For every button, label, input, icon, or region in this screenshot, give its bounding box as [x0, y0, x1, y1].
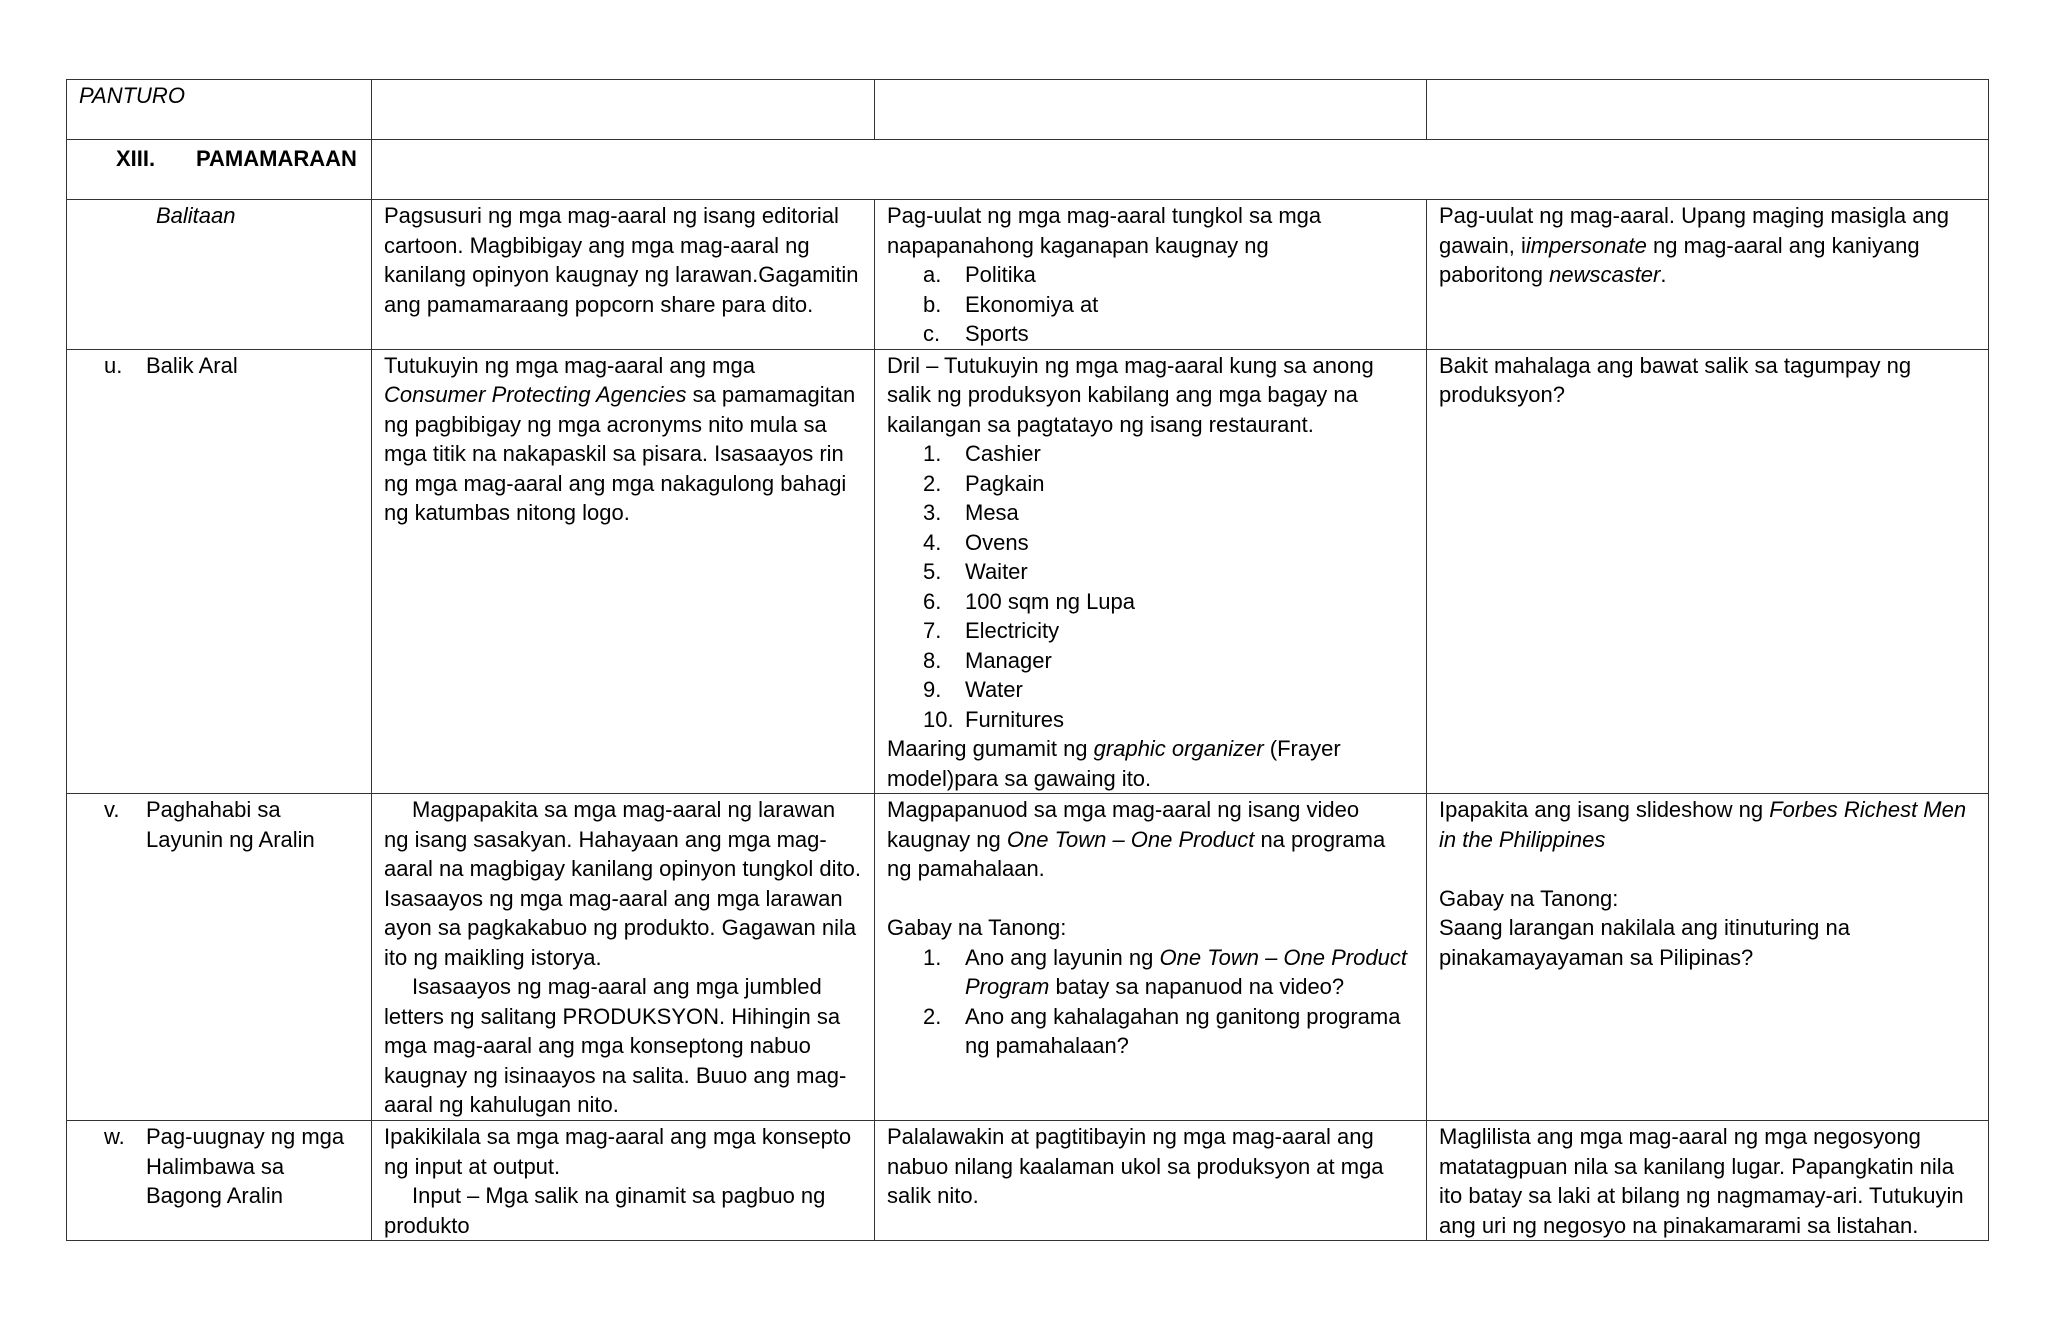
list-marker: 2. [923, 1003, 942, 1029]
list-item [887, 290, 1414, 320]
list-item [887, 616, 1414, 646]
list-text: Water [965, 677, 1023, 702]
list-text: Sports [965, 321, 1029, 346]
list-marker: 1. [923, 441, 942, 466]
list-item [887, 528, 1414, 558]
q1-text-b: One Town – One Product Program [965, 944, 1407, 999]
balik-aral-col2-c: sa pamamagitan ng pagbibigay ng mga acronyms nito mula sa mga titik na nakapaskil sa pisara. Isasaayos rin ng mga mag-aaral ang mga nakagulong bahagi ng katumbas nitong logo. [384, 382, 856, 525]
list-marker: 8. [923, 647, 942, 673]
cell-pag-uugnay-col3 [875, 1121, 1427, 1241]
list-marker: 6. [923, 588, 942, 614]
paghahabi-col3-intro-b: One Town – One Product [1006, 826, 1255, 852]
paghahabi-question-list [887, 943, 1414, 1061]
list-marker: b. [923, 291, 942, 317]
balitaan-label: Balitaan [156, 203, 236, 228]
paghahabi-col2-p2: Isasaayos ng mag-aaral ang mga jumbled letters ng salitang PRODUKSYON. Hihingin sa mga mag-aaral ang mga konseptong nabuo kaugnay ng isinaayos na salita. Buuo ang mag-aaral ng kahulugan nito. [384, 974, 847, 1117]
paghahabi-col3-intro-c: na programa ng pamahalaan. [887, 826, 1386, 881]
list-item [887, 498, 1414, 528]
cell-balik-aral-col2 [372, 349, 875, 794]
list-item [887, 260, 1414, 290]
paghahabi-marker: v. [104, 797, 120, 822]
row-pag-uugnay [67, 1121, 1989, 1241]
paghahabi-col3-intro-a: Magpapanuod sa mga mag-aaral ng isang video kaugnay ng [887, 797, 1360, 852]
list-marker: 5. [923, 559, 942, 584]
list-item [887, 943, 1414, 1002]
list-item [887, 469, 1414, 499]
row-balitaan [67, 200, 1989, 350]
list-text: Ekonomiya at [965, 291, 1099, 317]
cell-pamamaraan-label [67, 140, 372, 200]
panturo-label: PANTURO [79, 83, 185, 108]
list-text: Ano ang kahalagahan ng ganitong programa ng pamahalaan? [965, 1003, 1401, 1058]
list-marker: 1. [923, 944, 942, 970]
cell-balitaan-col2 [372, 200, 875, 350]
cell-balik-aral-label [67, 349, 372, 794]
list-text: Cashier [965, 441, 1041, 466]
balitaan-col4-text-c: ng mag-aaral ang kaniyang paboritong [1439, 232, 1920, 287]
balik-aral-col3-outro-c: (Frayer model)para sa gawaing ito. [887, 736, 1341, 791]
row-pamamaraan [67, 140, 1989, 200]
list-item [887, 557, 1414, 587]
list-item [887, 439, 1414, 469]
list-item [887, 587, 1414, 617]
cell-panturo-col2 [372, 80, 875, 140]
cell-balitaan-label [67, 200, 372, 350]
list-text: 100 sqm ng Lupa [965, 588, 1136, 614]
paghahabi-col3-gabay: Gabay na Tanong: [887, 915, 1067, 940]
balitaan-col4-text-a: Pag-uulat ng mag-aaral. Upang maging masigla ang gawain, i [1439, 203, 1949, 258]
cell-pamamaraan-span [372, 140, 1989, 200]
list-text: Waiter [965, 559, 1028, 584]
paghahabi-col4-b: Forbes Richest Men in the Philippines [1439, 797, 1967, 852]
balik-aral-col3-intro: Dril – Tutukuyin ng mga mag-aaral kung sa anong salik ng produksyon kabilang ang mga bagay na kailangan sa pagtatayo ng isang restaurant. [887, 352, 1374, 437]
balitaan-col4-text-e: . [1660, 262, 1667, 287]
pag-uugnay-col3-text: Palalawakin at pagtitibayin ng mga mag-aaral ang nabuo nilang kaalaman ukol sa produksyon at mga salik nito. [887, 1124, 1384, 1208]
list-text: Manager [965, 647, 1052, 673]
list-text: Ovens [965, 529, 1029, 555]
list-item [887, 705, 1414, 735]
balitaan-col4-text-d: newscaster [1549, 262, 1661, 287]
cell-pag-uugnay-col2 [372, 1121, 875, 1241]
cell-balitaan-col3 [875, 200, 1427, 350]
list-text: Furnitures [965, 706, 1065, 732]
row-paghahabi [67, 794, 1989, 1121]
cell-panturo-col3 [875, 80, 1427, 140]
list-text: Pagkain [965, 470, 1045, 496]
balik-aral-drill-list [887, 439, 1414, 734]
list-item [887, 319, 1414, 349]
list-item [887, 646, 1414, 676]
balik-aral-col4-text: Bakit mahalaga ang bawat salik sa tagumpay ng produksyon? [1439, 352, 1912, 407]
cell-panturo-col4 [1427, 80, 1989, 140]
paghahabi-col4-a: Ipapakita ang isang slideshow ng [1439, 797, 1770, 822]
paghahabi-col2-p1: Magpapakita sa mga mag-aaral ng larawan ng isang sasakyan. Hahayaan ang mga mag-aaral na magbigay kanilang opinyon tungkol dito. Isasaayos ng mga mag-aaral ang mga larawan ayon sa pagkakabuo ng produkto. Gagawan nila ito ng maikling istorya. [384, 797, 861, 970]
list-marker: 3. [923, 500, 942, 525]
list-text: Mesa [965, 500, 1019, 525]
list-marker: a. [923, 262, 942, 287]
list-text [965, 943, 1414, 1002]
cell-pag-uugnay-label [67, 1121, 372, 1241]
balitaan-col2-text: Pagsusuri ng mga mag-aaral ng isang editorial cartoon. Magbibigay ang mga mag-aaral ng kanilang opinyon kaugnay ng larawan.Gagamitin ang pamamaraang popcorn share para dito. [384, 203, 859, 317]
paghahabi-col4-question: Saang larangan nakilala ang itinuturing na pinakamayayaman sa Pilipinas? [1439, 915, 1850, 970]
list-marker: 9. [923, 677, 942, 702]
cell-balitaan-col4 [1427, 200, 1989, 350]
q1-text-c: batay sa napanuod na video? [1049, 974, 1345, 999]
q1-text-a: Ano ang layunin ng [965, 944, 1160, 970]
balik-aral-col2-b: Consumer Protecting Agencies [384, 382, 687, 407]
balitaan-col4-text-b: impersonate [1525, 232, 1647, 258]
cell-paghahabi-label [67, 794, 372, 1121]
row-panturo [67, 80, 1989, 140]
list-marker: c. [923, 321, 941, 346]
list-marker: 10. [923, 706, 954, 732]
balik-aral-col3-outro-a: Maaring gumamit ng [887, 736, 1094, 761]
cell-balik-aral-col4 [1427, 349, 1989, 794]
cell-balik-aral-col3 [875, 349, 1427, 794]
pag-uugnay-col2-p1: Ipakikilala sa mga mag-aaral ang mga konsepto ng input at output. [384, 1124, 852, 1179]
row-balik-aral [67, 349, 1989, 794]
balik-aral-col3-outro-b: graphic organizer [1093, 736, 1264, 761]
pag-uugnay-marker: w. [104, 1124, 125, 1149]
list-item [887, 1002, 1414, 1061]
cell-pag-uugnay-col4 [1427, 1121, 1989, 1241]
paghahabi-label: Paghahabi sa Layunin ng Aralin [146, 797, 315, 852]
pag-uugnay-label: Pag-uugnay ng mga Halimbawa sa Bagong Aralin [146, 1124, 345, 1208]
balik-aral-label: Balik Aral [146, 352, 238, 378]
list-marker: 7. [923, 618, 942, 643]
paghahabi-col4-gabay: Gabay na Tanong: [1439, 885, 1619, 911]
pag-uugnay-col2-p2: Input – Mga salik na ginamit sa pagbuo ng produkto [384, 1183, 826, 1238]
cell-paghahabi-col2 [372, 794, 875, 1121]
cell-paghahabi-col3 [875, 794, 1427, 1121]
list-marker: 2. [923, 470, 942, 496]
pamamaraan-label: PAMAMARAAN [196, 146, 357, 171]
balitaan-col3-intro: Pag-uulat ng mga mag-aaral tungkol sa mga napapanahong kaganapan kaugnay ng [887, 203, 1322, 258]
lesson-plan-table [66, 79, 1989, 1241]
pag-uugnay-col4-text: Maglilista ang mga mag-aaral ng mga negosyong matatagpuan nila sa kanilang lugar. Papangkatin nila ito batay sa laki at bilang ng nagmamay-ari. Tutukuyin ang uri ng negosyo na pinakamarami sa listahan. [1439, 1124, 1964, 1238]
balik-aral-col2-a: Tutukuyin ng mga mag-aaral ang mga [384, 352, 755, 378]
list-item [887, 675, 1414, 705]
list-text: Politika [965, 262, 1036, 287]
list-marker: 4. [923, 529, 942, 555]
list-text: Electricity [965, 618, 1060, 643]
pamamaraan-number: XIII. [116, 146, 156, 171]
cell-panturo-label [67, 80, 372, 140]
cell-paghahabi-col4 [1427, 794, 1989, 1121]
balik-aral-marker: u. [104, 352, 123, 378]
balitaan-topic-list [887, 260, 1414, 349]
